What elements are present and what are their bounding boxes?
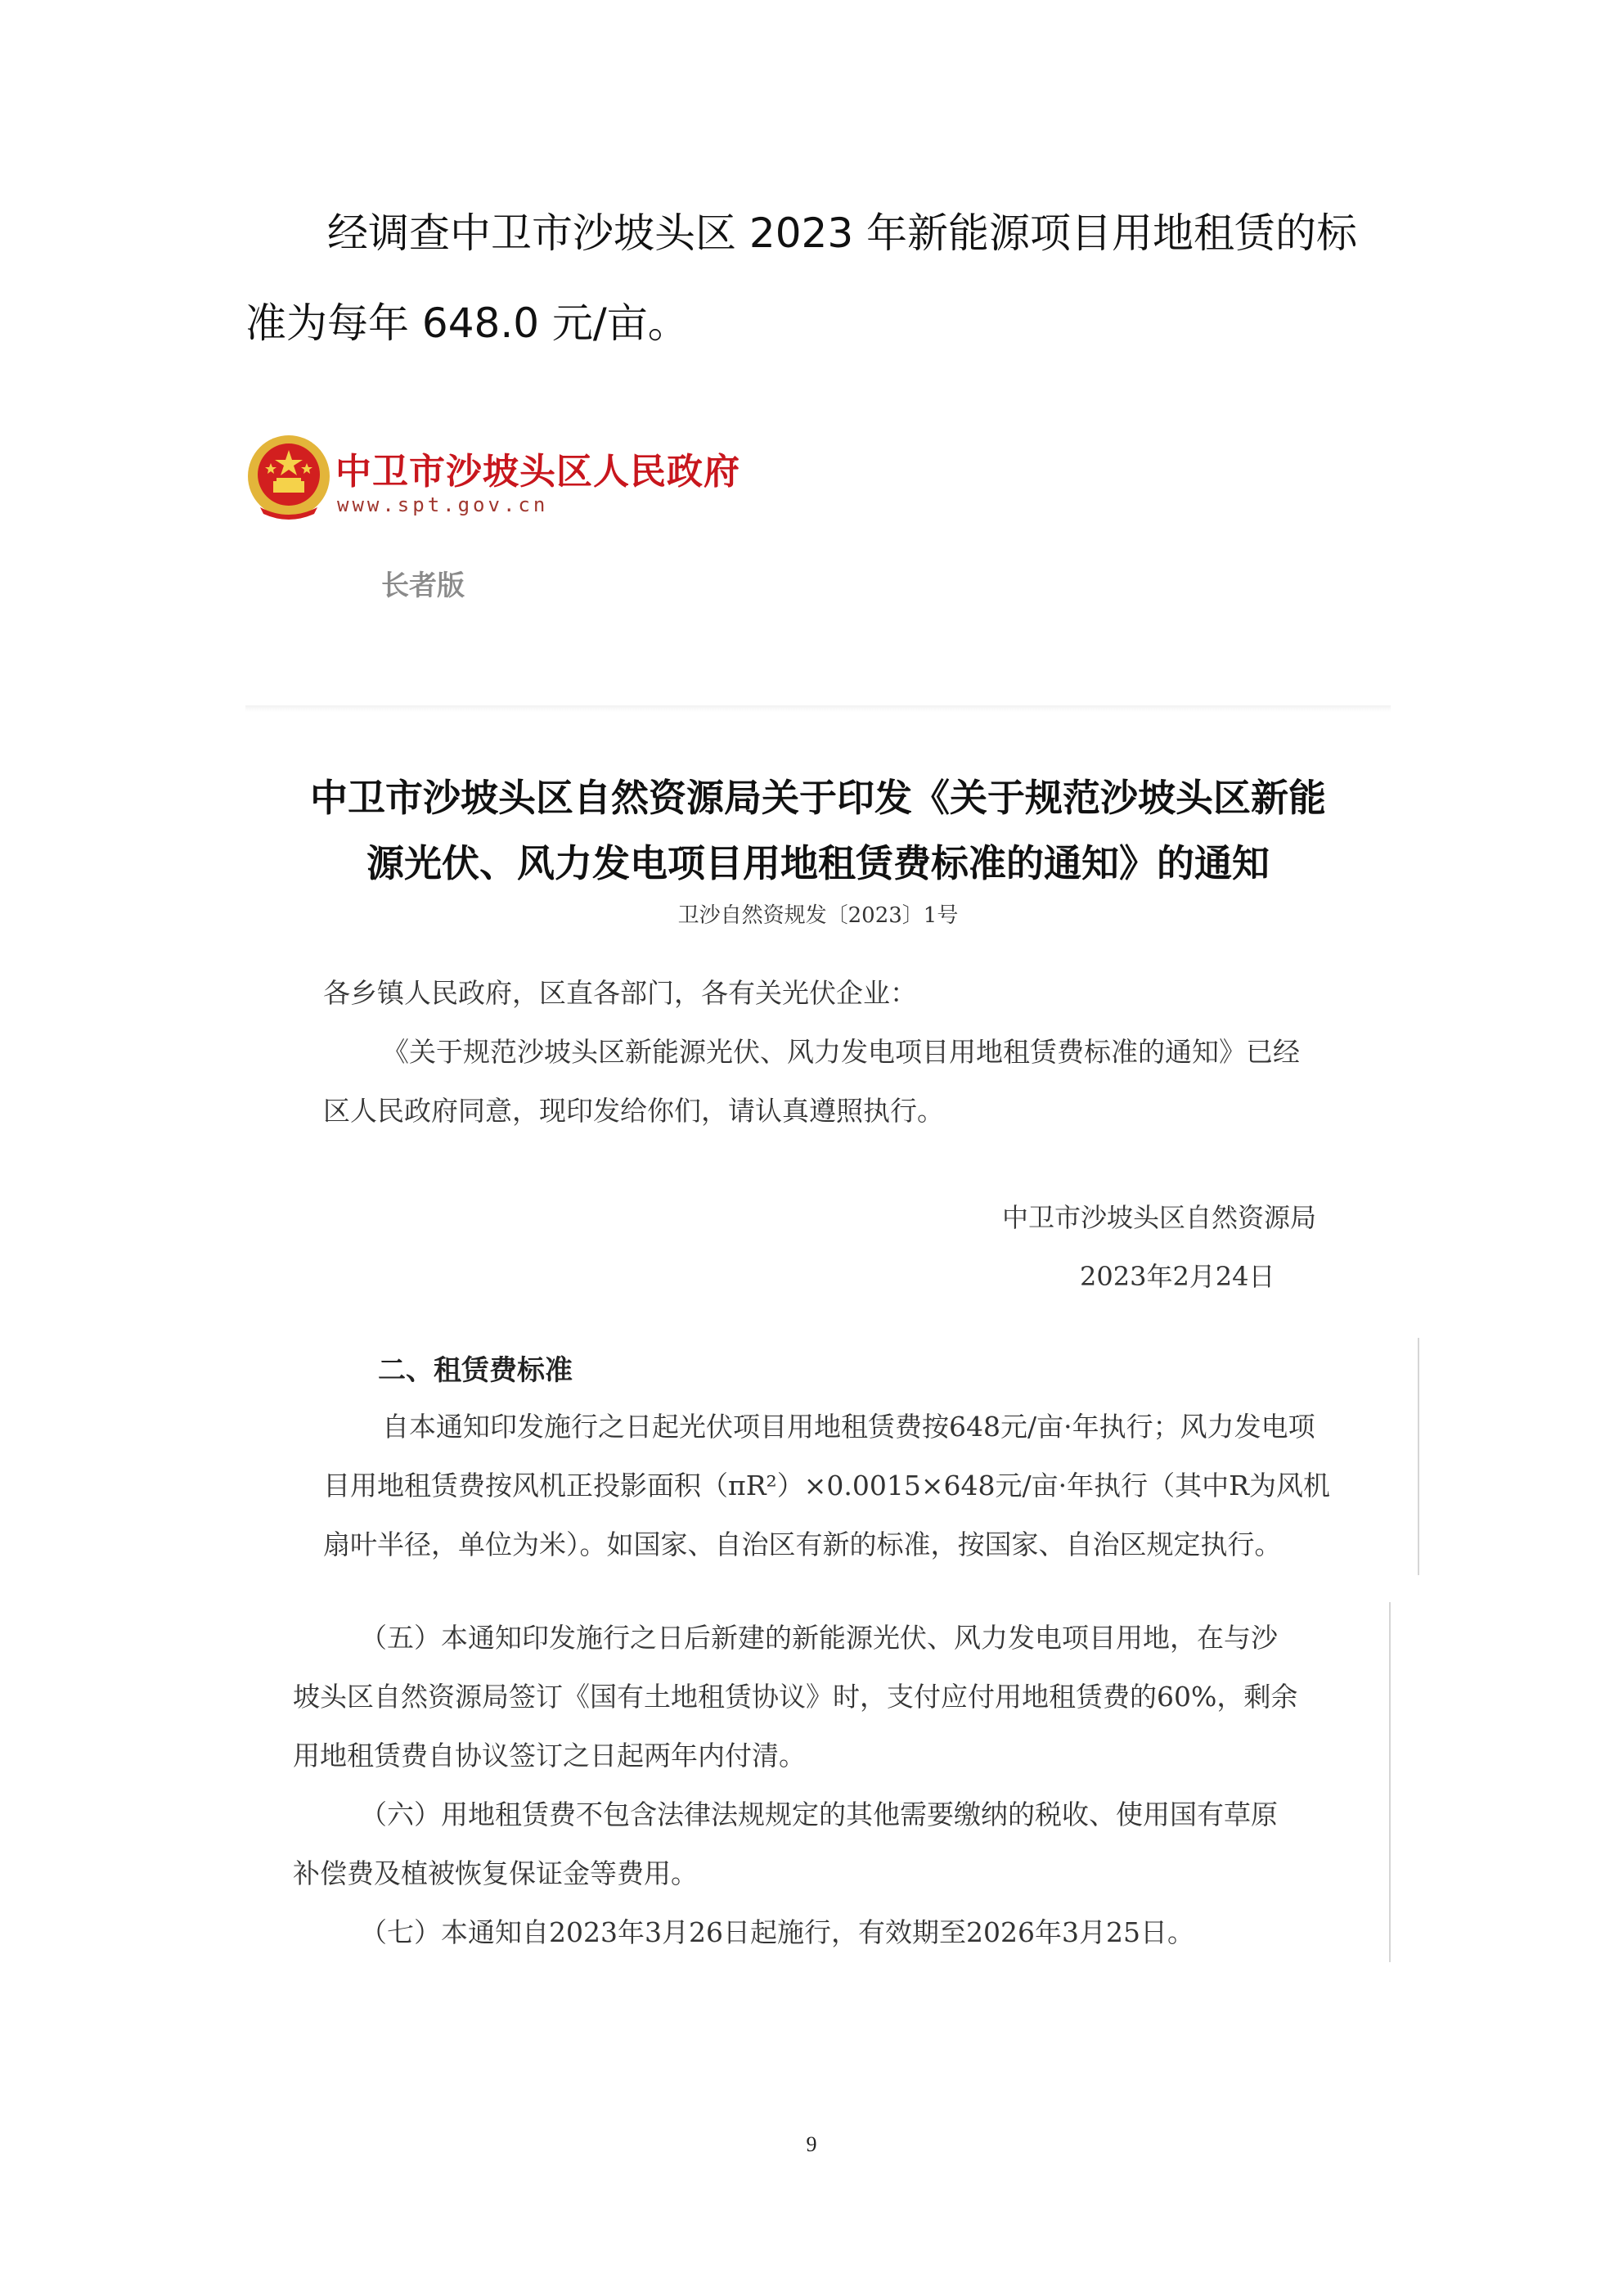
crop-edge-rule: [1418, 1338, 1419, 1575]
section-line-1: 自本通知印发施行之日起光伏项目用地租赁费按648元/亩·年执行；风力发电项: [382, 1411, 1315, 1443]
section-line-2: 目用地租赁费按风机正投影面积（πR²）×0.0015×648元/亩·年执行（其中R为风机: [323, 1470, 1330, 1501]
clause-6-line-2: 补偿费及植被恢复保证金等费用。: [293, 1857, 698, 1889]
clause-5-line-3: 用地租赁费自协议签订之日起两年内付清。: [293, 1740, 806, 1772]
clauses-block: [293, 1609, 1364, 1962]
section-line-3: 扇叶半径，单位为米）。如国家、自治区有新的标准，按国家、自治区规定执行。: [323, 1528, 1282, 1560]
notice-body-line-1: 《关于规范沙坡头区新能源光伏、风力发电项目用地租赁费标准的通知》已经: [382, 1036, 1300, 1068]
national-emblem-icon[interactable]: [244, 434, 334, 524]
clause-7-line-1: （七）本通知自2023年3月26日起施行，有效期至2026年3月25日。: [360, 1916, 1194, 1948]
notice-body-line-2: 区人民政府同意，现印发给你们，请认真遵照执行。: [323, 1095, 944, 1127]
intro-paragraph: [245, 188, 1391, 368]
page-number: 9: [806, 2132, 817, 2156]
section-heading: 二、租赁费标准: [378, 1354, 573, 1387]
notice-title: [245, 765, 1391, 896]
addressee: 各乡镇人民政府，区直各部门，各有关光伏企业：: [323, 977, 917, 1009]
document-number: 卫沙自然资规发〔2023〕1号: [677, 903, 959, 928]
notice-title-line-1: 中卫市沙坡头区自然资源局关于印发《关于规范沙坡头区新能: [310, 776, 1326, 820]
notice-title-line-2: 源光伏、风力发电项目用地租赁费标准的通知》的通知: [366, 841, 1270, 885]
elder-mode-link[interactable]: 长者版: [381, 569, 465, 602]
section-paragraph: [323, 1398, 1395, 1574]
crop-edge-rule: [1389, 1602, 1391, 1962]
sign-date: 2023年2月24日: [1080, 1261, 1275, 1292]
site-url[interactable]: www.spt.gov.cn: [337, 493, 549, 516]
site-name[interactable]: 中卫市沙坡头区人民政府: [335, 451, 740, 493]
clause-5-line-1: （五）本通知印发施行之日后新建的新能源光伏、风力发电项目用地，在与沙: [360, 1622, 1278, 1654]
clause-5-line-2: 坡头区自然资源局签订《国有土地租赁协议》时，支付应付用地租赁费的60%，剩余: [293, 1681, 1298, 1713]
clause-6-line-1: （六）用地租赁费不包含法律法规规定的其他需要缴纳的税收、使用国有草原: [360, 1799, 1278, 1830]
signer: 中卫市沙坡头区自然资源局: [1002, 1202, 1317, 1233]
header-divider: [245, 705, 1391, 712]
intro-line-2: 准为每年 648.0 元/亩。: [245, 299, 689, 347]
notice-body: [323, 1023, 1395, 1141]
intro-line-1: 经调查中卫市沙坡头区 2023 年新能源项目用地租赁的标: [327, 209, 1358, 257]
